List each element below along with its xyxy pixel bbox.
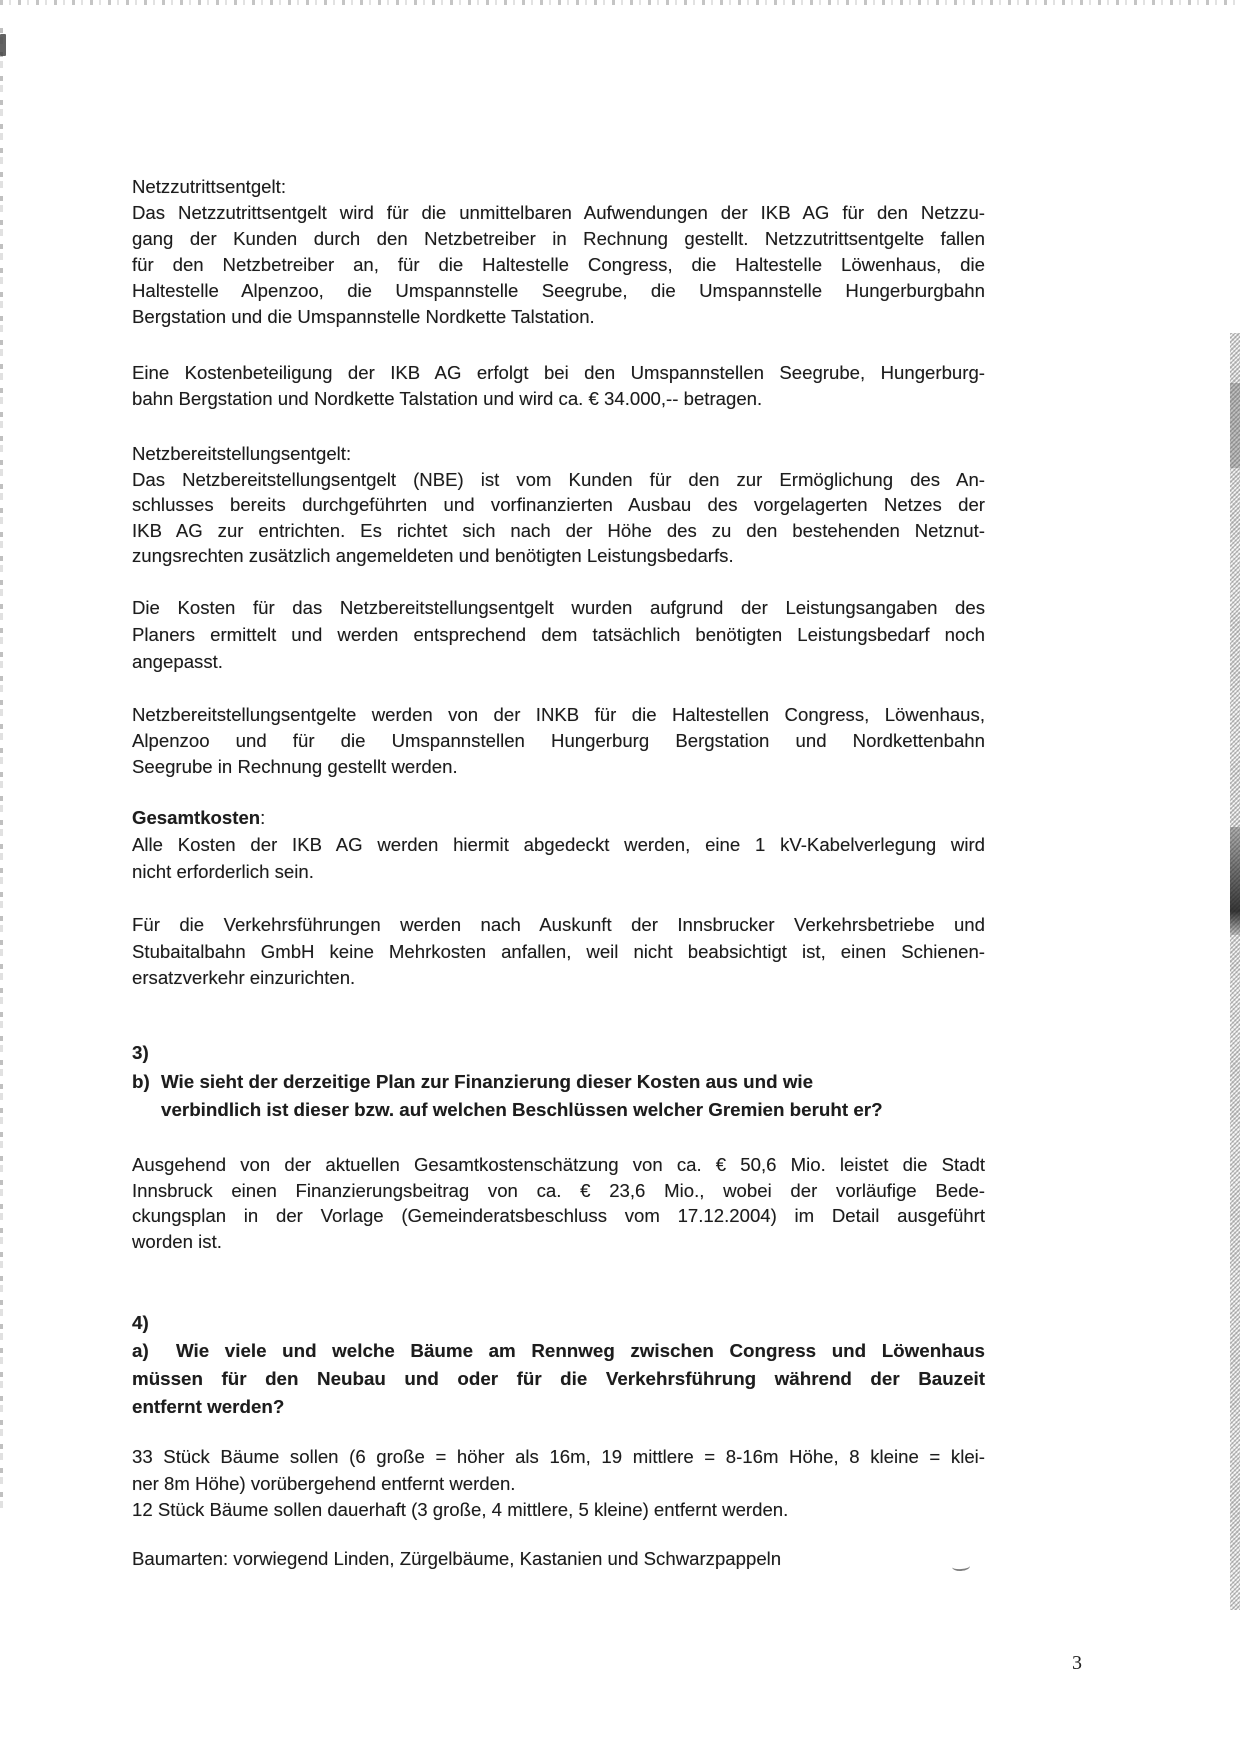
text-line: Das Netzzutrittsentgelt wird für die unmittelbaren Aufwendungen der IKB AG für den Netzzu- <box>132 202 985 223</box>
text-line: Baumarten: vorwiegend Linden, Zürgelbäume, Kastanien und Schwarzpappeln <box>132 1548 782 1569</box>
text-line: zungsrechten zusätzlich angemeldeten und benötigten Leistungsbedarfs. <box>132 545 734 566</box>
text-line: Für die Verkehrsführungen werden nach Auskunft der Innsbrucker Verkehrsbetriebe und <box>132 914 985 935</box>
text-line: müssen für den Neubau und oder für die Verkehrsführung während der Bauzeit <box>132 1368 985 1389</box>
text-line: Alpenzoo und für die Umspannstellen Hungerburg Bergstation und Nordkettenbahn <box>132 730 985 751</box>
text-line: Bergstation und die Umspannstelle Nordkette Talstation. <box>132 306 595 327</box>
section-kostenbeteiligung <box>132 360 985 412</box>
section-heading: Netzbereitstellungsentgelt: <box>132 443 352 464</box>
text-line: 12 Stück Bäume sollen dauerhaft (3 große, 4 mittlere, 5 kleine) entfernt werden. <box>132 1499 789 1520</box>
scan-artifact-right-edge <box>1230 333 1240 1610</box>
text-line: Stubaitalbahn GmbH keine Mehrkosten anfallen, weil nicht beabsichtigt ist, einen Schienen- <box>132 940 985 962</box>
section-gesamtkosten <box>132 804 985 885</box>
text-line: Die Kosten für das Netzbereitstellungsentgelt wurden aufgrund der Leistungsangaben des <box>132 597 985 618</box>
scan-artifact-left-mark <box>0 34 6 56</box>
question-letter: b) <box>132 1070 150 1092</box>
section-heading <box>132 804 985 831</box>
section-nbe-rechnung <box>132 702 985 780</box>
scan-artifact-top-edge <box>0 0 1240 5</box>
question-4a <box>132 1309 985 1421</box>
text-line: ckungsplan in der Vorlage (Gemeinderatsbeschluss vom 17.12.2004) im Detail ausgeführt <box>132 1205 985 1226</box>
question-letter: a) <box>132 1340 149 1361</box>
text-line: Planers ermittelt und werden entsprechend dem tatsächlich benötigten Leistungsbedarf noch <box>132 624 985 645</box>
text-line: Eine Kostenbeteiligung der IKB AG erfolgt bei den Umspannstellen Seegrube, Hungerburg- <box>132 362 985 383</box>
scan-artifact-right-dark-patch <box>1230 827 1240 935</box>
text-line: für den Netzbetreiber an, für die Haltestelle Congress, die Haltestelle Löwenhaus, die <box>132 254 985 275</box>
scan-artifact-left-edge <box>0 28 3 1513</box>
section-verkehrsfuehrungen <box>132 912 985 992</box>
question-number: 4) <box>132 1312 149 1333</box>
section-heading: Netzzutrittsentgelt: <box>132 176 286 197</box>
text-line: angepasst. <box>132 651 223 672</box>
text-line: Haltestelle Alpenzoo, die Umspannstelle Seegrube, die Umspannstelle Hungerburgbahn <box>132 280 985 301</box>
section-baeume <box>132 1444 985 1524</box>
text-line: Wie sieht der derzeitige Plan zur Finanzierung dieser Kosten aus und wie <box>161 1070 814 1092</box>
text-line: Das Netzbereitstellungsentgelt (NBE) ist vom Kunden für den zur Ermöglichung des An- <box>132 468 985 490</box>
text-line: Seegrube in Rechnung gestellt werden. <box>132 756 458 777</box>
section-netzzutrittsentgelt <box>132 174 985 330</box>
section-baumarten <box>132 1546 985 1572</box>
text-line: verbindlich ist dieser bzw. auf welchen Beschlüssen welcher Gremien beruht er? <box>161 1099 883 1120</box>
section-heading-bold: Gesamtkosten <box>132 807 261 828</box>
question-row <box>132 1337 985 1365</box>
scan-artifact-right-mid-patch <box>1230 383 1240 468</box>
page-number: 3 <box>1072 1652 1082 1674</box>
section-heading-colon: : <box>260 807 266 828</box>
text-line: Ausgehend von der aktuellen Gesamtkostenschätzung von ca. € 50,6 Mio. leistet die Stadt <box>132 1154 985 1175</box>
section-netzbereitstellungsentgelt <box>132 441 985 569</box>
question-3b <box>132 1039 985 1125</box>
text-line: nicht erforderlich sein. <box>132 861 314 882</box>
question-text <box>161 1068 985 1125</box>
text-line: ersatzverkehr einzurichten. <box>132 967 356 988</box>
text-line: 33 Stück Bäume sollen (6 große = höher als 16m, 19 mittlere = 8-16m Höhe, 8 kleine = klei- <box>132 1446 985 1467</box>
text-line: Wie viele und welche Bäume am Rennweg zwischen Congress und Löwenhaus <box>176 1340 985 1361</box>
section-kosten-nbe <box>132 594 985 675</box>
question-row <box>132 1068 985 1125</box>
text-line: Alle Kosten der IKB AG werden hiermit abgedeckt werden, eine 1 kV-Kabelverlegung wird <box>132 834 985 855</box>
text-line: entfernt werden? <box>132 1396 285 1417</box>
section-finanzierung <box>132 1152 985 1254</box>
text-line: ner 8m Höhe) vorübergehend entfernt werden. <box>132 1472 516 1494</box>
text-line: schlusses bereits durchgeführten und vorfinanzierten Ausbau des vorgelagerten Netzes der <box>132 494 985 515</box>
text-line: bahn Bergstation und Nordkette Talstation und wird ca. € 34.000,-- betragen. <box>132 388 763 409</box>
text-line: IKB AG zur entrichten. Es richtet sich nach der Höhe des zu den bestehenden Netznut- <box>132 519 985 541</box>
text-line: gang der Kunden durch den Netzbetreiber in Rechnung gestellt. Netzzutrittsentgelte fallen <box>132 228 985 249</box>
text-line: Netzbereitstellungsentgelte werden von der INKB für die Haltestellen Congress, Löwenhaus, <box>132 704 985 725</box>
text-line: worden ist. <box>132 1230 222 1252</box>
question-number: 3) <box>132 1042 149 1063</box>
text-line: Innsbruck einen Finanzierungsbeitrag von ca. € 23,6 Mio., wobei der vorläufige Bede- <box>132 1179 985 1201</box>
